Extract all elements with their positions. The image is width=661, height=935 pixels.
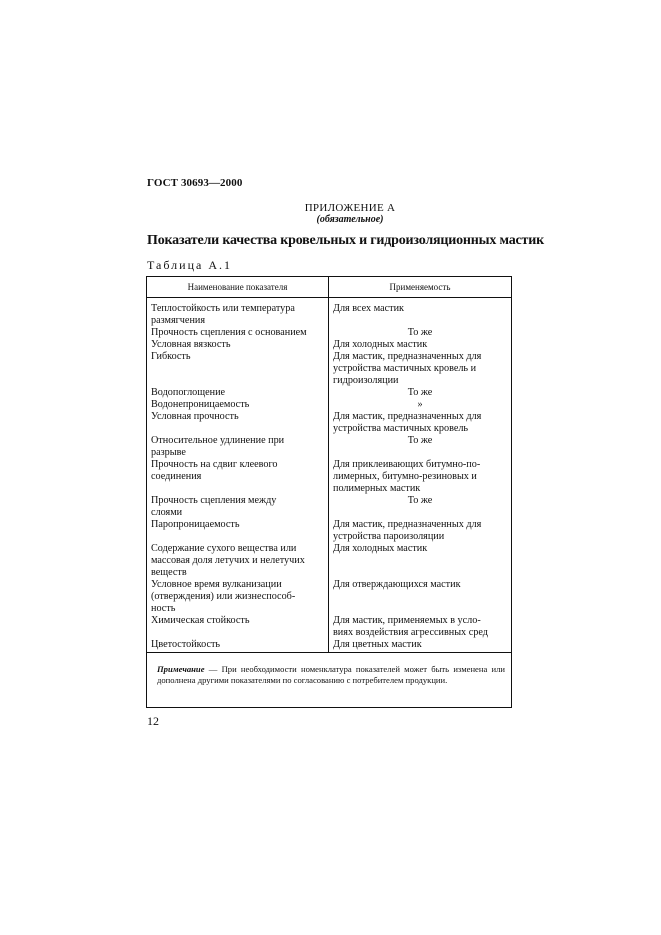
indicator-line (151, 423, 326, 435)
applicability-line: полимерных мастик (333, 483, 421, 494)
applicability-line: Для мастик, предназначенных для (333, 519, 482, 530)
table-label: Таблица А.1 (147, 258, 232, 272)
indicator-line: Водопоглощение (151, 387, 226, 398)
applicability-line: Для мастик, предназначенных для (333, 351, 482, 362)
indicator-line: (отверждения) или жизнеспособ- (151, 591, 296, 602)
column-header-applicability: Применяемость (389, 282, 451, 292)
table-note (157, 664, 505, 686)
applicability-line: устройства мастичных кровель и (333, 363, 477, 374)
applicability-line: лимерных, битумно-резиновых и (333, 471, 477, 482)
column-header-indicator: Наименование показателя (187, 282, 288, 292)
indicator-line: Условное время вулканизации (151, 579, 282, 590)
note-text: — При необходимости номенклатура показателей может быть изменена или дополнена другими показателями по согласованию с потребителем продукции. (157, 664, 505, 685)
note-divider (147, 652, 511, 653)
applicability-line (333, 555, 507, 567)
applicability-column (333, 303, 507, 651)
applicability-line (333, 603, 507, 615)
applicability-line (333, 567, 507, 579)
indicators-table (146, 276, 512, 708)
indicator-line (151, 627, 326, 639)
indicator-line: Паропроницаемость (151, 519, 240, 530)
page-number: 12 (147, 714, 159, 728)
indicator-column (151, 303, 326, 651)
indicator-line: Цветостойкость (151, 639, 221, 650)
applicability-line: Для цветных мастик (333, 639, 422, 650)
table-header (147, 277, 511, 298)
indicator-line: Относительное удлинение при (151, 435, 285, 446)
indicator-line: массовая доля летучих и нелетучих (151, 555, 305, 566)
indicator-line: Химическая стойкость (151, 615, 250, 626)
indicator-line: Прочность на сдвиг клеевого (151, 459, 278, 470)
applicability-line: Для мастик, применяемых в усло- (333, 615, 481, 626)
applicability-line: То же (407, 435, 433, 446)
indicator-line: Условная вязкость (151, 339, 231, 350)
indicator-line: Водонепроницаемость (151, 399, 250, 410)
applicability-line (333, 447, 507, 459)
applicability-line: Для холодных мастик (333, 543, 428, 554)
applicability-line: виях воздействия агрессивных сред (333, 627, 488, 638)
indicator-line: разрыве (151, 447, 186, 458)
indicator-line: Гибкость (151, 351, 191, 362)
applicability-line (333, 507, 507, 519)
indicator-line: Содержание сухого вещества или (151, 543, 297, 554)
indicator-line: слоями (151, 507, 183, 518)
applicability-line (333, 591, 507, 603)
indicator-line (151, 363, 326, 375)
indicator-line: Теплостойкость или температура (151, 303, 295, 314)
indicator-line (151, 483, 326, 495)
indicator-line: Прочность сцепления с основанием (151, 327, 307, 338)
indicator-line (151, 375, 326, 387)
applicability-line: Для отверждающихся мастик (333, 579, 461, 590)
indicator-line: ность (151, 603, 176, 614)
indicator-line (151, 531, 326, 543)
applicability-line (333, 315, 507, 327)
indicator-line: Прочность сцепления между (151, 495, 277, 506)
indicator-line: соединения (151, 471, 202, 482)
applicability-line: Для холодных мастик (333, 339, 428, 350)
applicability-line: То же (407, 387, 433, 398)
applicability-line: устройства мастичных кровель (333, 423, 469, 434)
applicability-line: Для приклеивающих битумно-по- (333, 459, 481, 470)
applicability-line: То же (407, 327, 433, 338)
indicator-line: Условная прочность (151, 411, 239, 422)
applicability-line: Для всех мастик (333, 303, 404, 314)
standard-number: ГОСТ 30693—2000 (147, 177, 243, 189)
applicability-line: устройства пароизоляции (333, 531, 445, 542)
appendix-status: (обязательное) (316, 214, 384, 225)
applicability-line: То же (407, 495, 433, 506)
column-divider (328, 277, 329, 652)
indicator-line: веществ (151, 567, 187, 578)
indicator-line: размягчения (151, 315, 206, 326)
note-label: Примечание (157, 664, 205, 674)
document-title: Показатели качества кровельных и гидроизоляционных мастик (147, 233, 544, 248)
appendix-title: ПРИЛОЖЕНИЕ А (304, 202, 396, 214)
applicability-line: гидроизоляции (333, 375, 399, 386)
applicability-line: » (417, 399, 423, 410)
applicability-line: Для мастик, предназначенных для (333, 411, 482, 422)
